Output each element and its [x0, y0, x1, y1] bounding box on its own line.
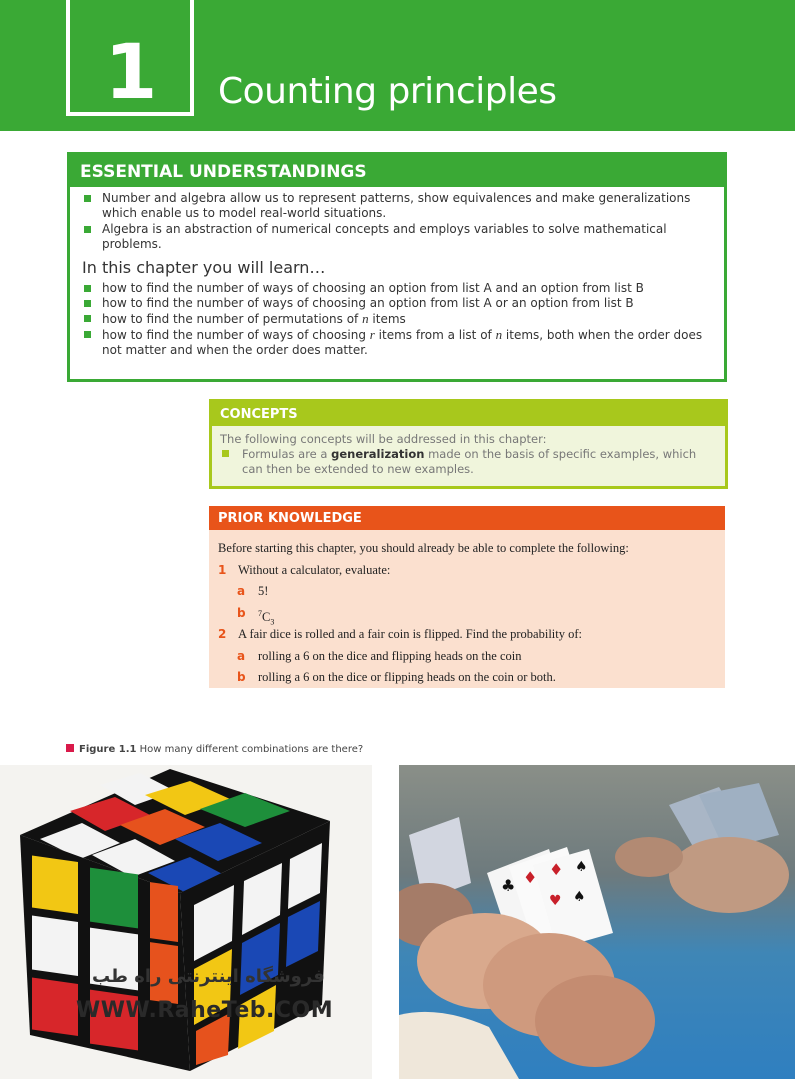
figure-caption-text: How many different combinations are there? [136, 744, 364, 755]
variable-n: n [362, 311, 369, 326]
chapter-title: Counting principles [218, 71, 557, 112]
playing-cards-photo [399, 765, 795, 1079]
list-item-text: items from a list of [374, 328, 496, 342]
list-item-text: how to find the number of ways of choosing an option from list A or an option from list B [102, 296, 634, 310]
concepts-heading: CONCEPTS [212, 402, 725, 426]
svg-text:♠: ♠ [573, 889, 586, 905]
concept-text: made on the basis of specific examples, which can then be extended to new examples. [242, 447, 697, 476]
subscript: 3 [270, 617, 275, 627]
question-1a [218, 581, 715, 603]
part-letter: b [237, 605, 246, 620]
list-item-text: how to find the number of ways of choosing an option from list A and an option from list B [102, 281, 644, 295]
question-2 [218, 624, 715, 646]
essential-understandings-heading: ESSENTIAL UNDERSTANDINGS [70, 155, 724, 187]
figure-label: Figure 1.1 [79, 744, 137, 755]
part-text: 5! [258, 584, 269, 598]
part-text: rolling a 6 on the dice or flipping heads on the coin or both. [258, 670, 556, 684]
prior-knowledge-heading: PRIOR KNOWLEDGE [209, 506, 725, 530]
list-item-text: items [368, 312, 406, 326]
concept-keyword: generalization [331, 447, 425, 461]
base-symbol: C [262, 609, 271, 624]
concepts-intro: The following concepts will be addressed in this chapter: [220, 432, 547, 446]
list-item [82, 222, 710, 252]
caption-marker-icon [66, 744, 74, 752]
question-2a [218, 646, 715, 668]
question-1b [218, 603, 715, 625]
list-item [82, 327, 710, 358]
square-bullet-icon [84, 226, 91, 233]
square-bullet-icon [84, 285, 91, 292]
list-item-text: Number and algebra allow us to represent patterns, show equivalences and make generalizations which enable us to model real-world situations. [102, 191, 691, 220]
list-item [82, 281, 710, 296]
rubiks-cube-photo [0, 765, 372, 1079]
svg-text:♦: ♦ [549, 860, 564, 879]
svg-text:♠: ♠ [575, 859, 588, 875]
list-item-text: how to find the number of ways of choosing [102, 328, 370, 342]
part-letter: b [237, 670, 246, 684]
intro-text: Before starting this chapter, you should already be able to complete the following: [218, 541, 629, 555]
chapter-number-box [66, 0, 194, 116]
part-letter: a [237, 584, 246, 598]
square-bullet-icon [84, 300, 91, 307]
figure-caption [66, 743, 363, 757]
list-item [82, 296, 710, 311]
chapter-header [0, 0, 795, 131]
square-bullet-icon [222, 450, 229, 457]
question-text: Without a calculator, evaluate: [238, 562, 391, 577]
list-item-text: Algebra is an abstraction of numerical concepts and employs variables to solve mathematical problems. [102, 222, 667, 251]
variable-n: n [495, 327, 503, 342]
concept-text: Formulas are a [242, 447, 332, 461]
svg-text:♣: ♣ [501, 876, 516, 895]
concepts-box [209, 399, 728, 489]
list-item [82, 191, 710, 221]
square-bullet-icon [84, 195, 91, 202]
part-letter: a [237, 648, 246, 663]
question-1 [218, 560, 715, 582]
question-text: A fair dice is rolled and a fair coin is flipped. Find the probability of: [238, 627, 583, 641]
essential-understandings-box [67, 152, 727, 382]
list-item-text: how to find the number of permutations of [102, 312, 363, 326]
learn-list [82, 281, 710, 358]
question-2b [218, 667, 715, 689]
svg-text:♦: ♦ [523, 868, 538, 887]
watermark-persian: فروشگاه اینترنتی راه طب [92, 966, 325, 987]
square-bullet-icon [84, 331, 91, 338]
prior-knowledge-box [209, 506, 725, 688]
list-item [220, 447, 717, 477]
list-item-text: items, both when the order does not matter and when the order does matter. [102, 328, 703, 357]
question-number: 2 [218, 627, 227, 641]
chapter-number: 1 [104, 27, 156, 116]
question-number: 1 [218, 562, 227, 577]
variable-r: r [369, 327, 375, 342]
svg-text:♥: ♥ [549, 893, 562, 909]
list-item [82, 311, 710, 327]
essential-understandings-list [82, 191, 710, 252]
part-text: rolling a 6 on the dice and flipping heads on the coin [258, 648, 522, 663]
watermark-url: WWW.RaheTeb.COM [76, 998, 334, 1023]
prior-knowledge-intro [218, 538, 715, 560]
learn-title: In this chapter you will learn… [82, 258, 326, 277]
superscript: 7 [258, 608, 262, 618]
square-bullet-icon [84, 315, 91, 322]
